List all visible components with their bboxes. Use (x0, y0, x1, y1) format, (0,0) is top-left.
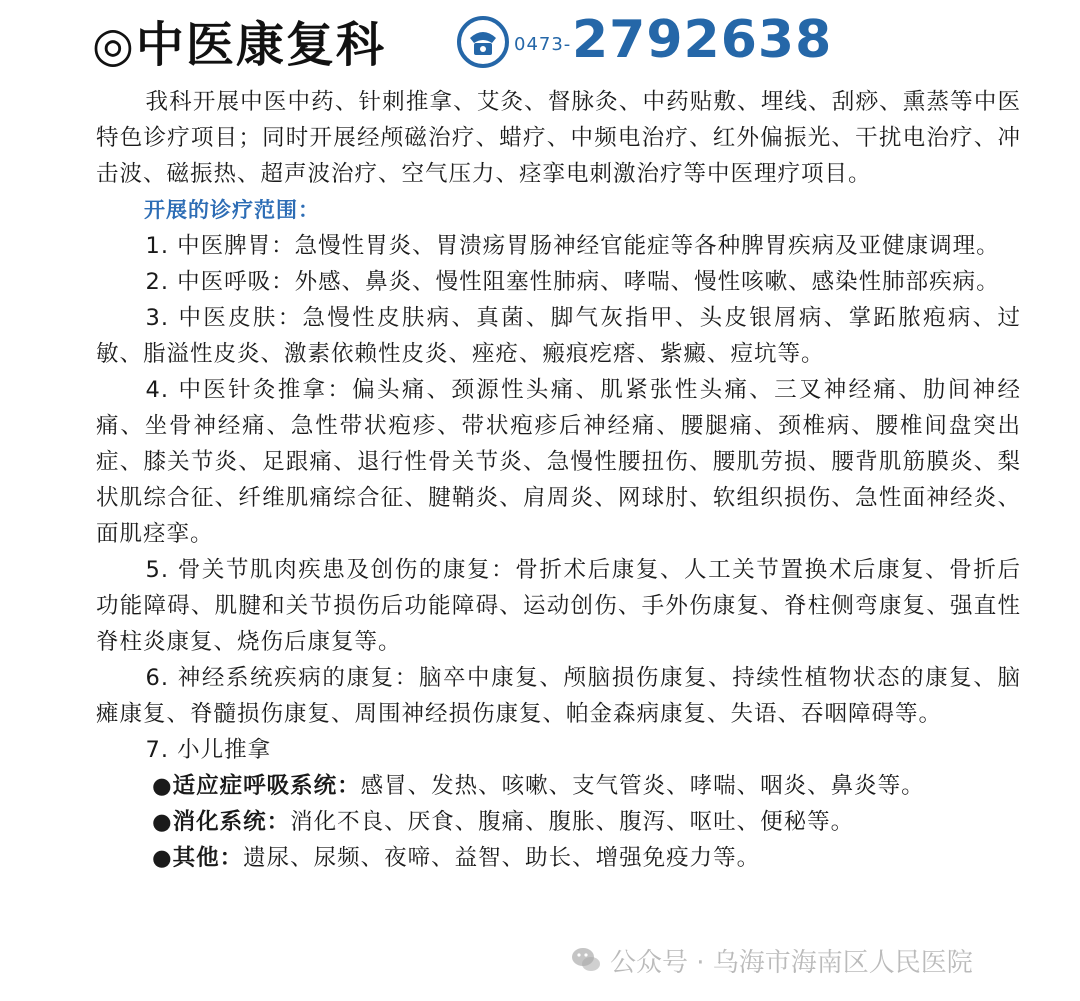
bullet-text: 消化不良、厌食、腹痛、腹胀、腹泻、呕吐、便秘等。 (290, 809, 855, 835)
page-title: ◎中医康复科 (92, 17, 386, 73)
bullet-list (96, 768, 1021, 876)
list-item: 2. 中医呼吸：外感、鼻炎、慢性阻塞性肺病、哮喘、慢性咳嗽、感染性肺部疾病。 (145, 269, 1000, 295)
watermark-text: 公众号 · 乌海市海南区人民医院 (610, 947, 973, 978)
area-code: 0473- (514, 34, 572, 55)
bullet-text: 遗尿、尿频、夜啼、益智、助长、增强免疫力等。 (243, 845, 761, 871)
header (0, 0, 1080, 80)
bullet-label: ●适应症呼吸系统： (152, 773, 361, 799)
bullet-item (152, 840, 1021, 876)
content (96, 84, 1021, 876)
bullet-item (152, 804, 1021, 840)
telephone-icon (457, 16, 509, 68)
watermark (570, 943, 973, 977)
wechat-icon (570, 944, 602, 976)
intro-paragraph: 我科开展中医中药、针刺推拿、艾灸、督脉灸、中药贴敷、埋线、刮痧、熏蒸等中医特色诊疗项目；同时开展经颅磁治疗、蜡疗、中频电治疗、红外偏振光、干扰电治疗、冲击波、磁振热、超声波治疗、空气压力、痉挛电刺激治疗等中医理疗项目。 (96, 89, 1021, 187)
phone-number: 2792638 (572, 10, 833, 70)
bullet-label: ●消化系统： (152, 809, 291, 835)
list-item: 5. 骨关节肌肉疾患及创伤的康复：骨折术后康复、人工关节置换术后康复、骨折后功能障碍、肌腱和关节损伤后功能障碍、运动创伤、手外伤康复、脊柱侧弯康复、强直性脊柱炎康复、烧伤后康复等。 (96, 557, 1021, 655)
bullet-item (152, 768, 1021, 804)
list-item: 3. 中医皮肤：急慢性皮肤病、真菌、脚气灰指甲、头皮银屑病、掌跖脓疱病、过敏、脂溢性皮炎、激素依赖性皮炎、痤疮、瘢痕疙瘩、紫癜、痘坑等。 (96, 305, 1021, 367)
list-item: 6. 神经系统疾病的康复：脑卒中康复、颅脑损伤康复、持续性植物状态的康复、脑瘫康复、脊髓损伤康复、周围神经损伤康复、帕金森病康复、失语、吞咽障碍等。 (96, 665, 1021, 727)
bullet-text: 感冒、发热、咳嗽、支气管炎、哮喘、咽炎、鼻炎等。 (360, 773, 925, 799)
list-item: 4. 中医针灸推拿：偏头痛、颈源性头痛、肌紧张性头痛、三叉神经痛、肋间神经痛、坐骨神经痛、急性带状疱疹、带状疱疹后神经痛、腰腿痛、颈椎病、腰椎间盘突出症、膝关节炎、足跟痛、退行性骨关节炎、急慢性腰扭伤、腰肌劳损、腰背肌筋膜炎、梨状肌综合征、纤维肌痛综合征、腱鞘炎、肩周炎、网球肘、软组织损伤、急性面神经炎、面肌痉挛。 (96, 377, 1021, 547)
bullet-label: ●其他： (152, 845, 244, 871)
list-item: 7. 小儿推拿 (145, 737, 272, 763)
scope-heading: 开展的诊疗范围： (144, 198, 320, 222)
list-item: 1. 中医脾胃：急慢性胃炎、胃溃疡胃肠神经官能症等各种脾胃疾病及亚健康调理。 (145, 233, 1000, 259)
